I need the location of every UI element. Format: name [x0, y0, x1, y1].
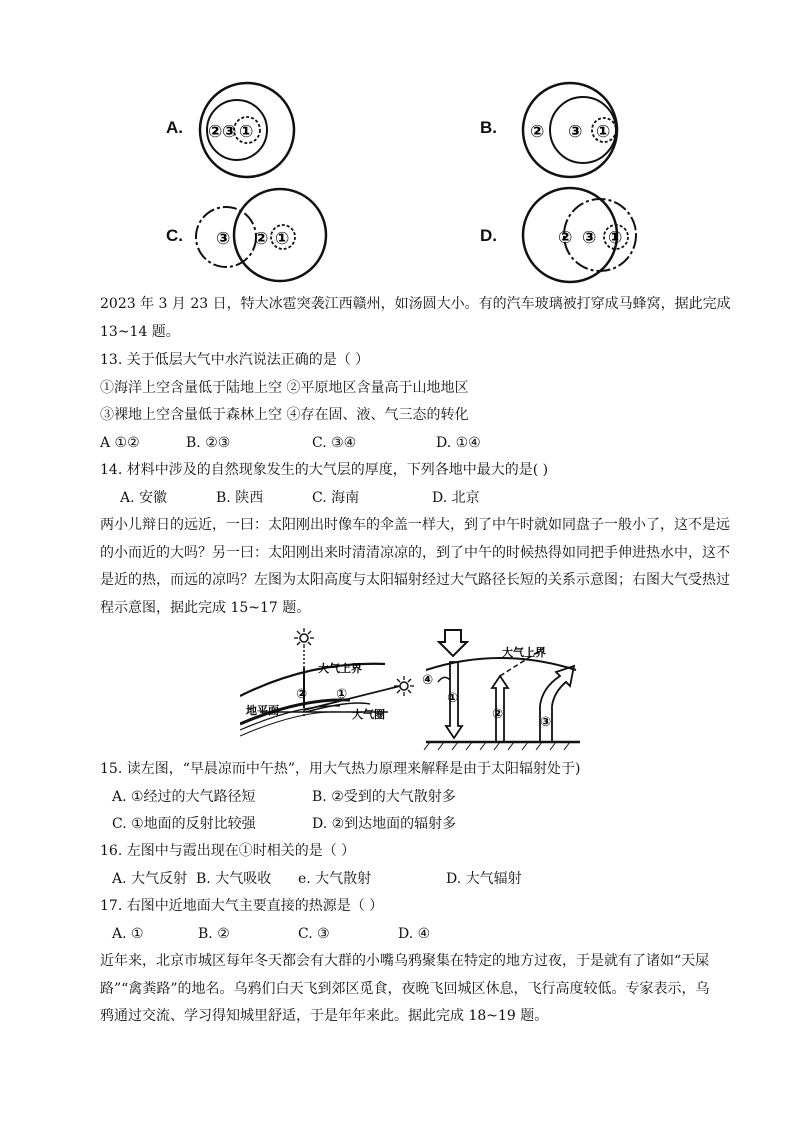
q14-option-d[interactable]: D. 北京: [432, 490, 480, 506]
c-num-3: ③: [216, 229, 231, 249]
q17-stem: 17. 右图中近地面大气主要直接的热源是（ ）: [100, 898, 384, 914]
q15-option-a[interactable]: A. ①经过的大气路径短: [112, 789, 256, 805]
q17-option-d[interactable]: D. ④: [398, 926, 431, 942]
intro-2-line-4: 程示意图，据此完成 15~17 题。: [100, 600, 311, 616]
c-num-2: ②: [254, 229, 269, 249]
option-c-letter: C.: [166, 226, 183, 245]
option-b-circles: [518, 80, 636, 180]
q17-option-b[interactable]: B. ②: [198, 926, 230, 942]
atmosphere-label: 大气圈: [352, 708, 385, 721]
option-a-letter: A.: [166, 118, 183, 137]
q14-option-b[interactable]: B. 陕西: [216, 490, 264, 506]
c-num-1: ①: [275, 229, 290, 249]
q13-option-c[interactable]: C. ③④: [312, 435, 357, 451]
q16-stem: 16. 左图中与霞出现在①时相关的是（ ）: [100, 843, 356, 859]
q15-option-c[interactable]: C. ①地面的反射比较强: [112, 816, 256, 832]
right-num-1: ①: [447, 691, 459, 706]
intro-1-line-2: 13~14 题。: [100, 324, 180, 340]
left-num-2: ②: [296, 687, 308, 702]
right-diagram: [422, 630, 580, 750]
q14-option-a[interactable]: A. 安徽: [120, 490, 168, 506]
q15-option-d[interactable]: D. ②到达地面的辐射多: [312, 816, 457, 832]
option-d-letter: D.: [480, 226, 497, 245]
q16-option-b[interactable]: B. 大气吸收: [196, 871, 272, 887]
left-upper-label: 大气上界: [318, 662, 362, 675]
d-num-2: ②: [558, 228, 573, 248]
q17-option-a[interactable]: A. ①: [112, 926, 144, 942]
b-num-2: ②: [530, 122, 545, 142]
atmosphere-figure: [240, 626, 590, 754]
q14-stem: 14. 材料中涉及的自然现象发生的大气层的厚度，下列各地中最大的是( ): [100, 462, 549, 478]
left-num-1: ①: [336, 687, 348, 702]
q17-option-c[interactable]: C. ③: [298, 926, 330, 942]
a-num-2: ②: [208, 122, 223, 142]
q15-option-b[interactable]: B. ②受到的大气散射多: [312, 789, 456, 805]
sun-low-icon: [394, 676, 414, 696]
a-num-1: ①: [239, 122, 254, 142]
q14-option-c[interactable]: C. 海南: [312, 490, 360, 506]
intro-2-line-1: 两小儿辩日的远近，一曰：太阳刚出时像车的伞盖一样大，到了中午时就如同盘子一般小了，这不是远: [100, 517, 730, 533]
intro-3-line-2: 路”“禽粪路”的地名。乌鸦们白天飞到郊区觅食，夜晚飞回城区休息，飞行高度较低。专家表示，乌: [100, 981, 710, 997]
right-num-3: ③: [540, 715, 552, 730]
intro-2-line-2: 的小而近的大吗？另一曰：太阳刚出来时清清凉凉的，到了中午的时候热得如同把手伸进热水中，这不: [100, 545, 730, 561]
option-a-circles: [192, 80, 302, 180]
q13-option-a[interactable]: A ①②: [100, 435, 140, 451]
intro-3-line-3: 鸦通过交流、学习得知城里舒适，于是年年来此。据此完成 18~19 题。: [100, 1008, 549, 1024]
ground-label: 地平面: [246, 704, 279, 717]
right-num-2: ②: [492, 707, 504, 722]
sun-high-icon: [294, 628, 314, 648]
d-num-1: ①: [608, 228, 623, 248]
right-upper-label: 大气上界: [502, 646, 546, 659]
q16-option-a[interactable]: A. 大气反射: [112, 871, 188, 887]
b-num-3: ③: [568, 122, 583, 142]
option-b-letter: B.: [480, 118, 497, 137]
option-c-circles: [190, 185, 340, 285]
option-d-circles: [518, 185, 648, 285]
left-diagram: [240, 628, 414, 736]
right-num-4: ④: [422, 673, 434, 688]
q16-option-c[interactable]: e. 大气散射: [298, 871, 372, 887]
q13-stem: 13. 关于低层大气中水汽说法正确的是（ ）: [100, 352, 370, 368]
q16-option-d[interactable]: D. 大气辐射: [446, 871, 522, 887]
intro-2-line-3: 是近的热，而远的凉吗？左图为太阳高度与太阳辐射经过大气路径长短的关系示意图；右图大气受热过: [100, 572, 730, 588]
q13-option-b[interactable]: B. ②③: [186, 435, 231, 451]
b-num-1: ①: [596, 122, 611, 142]
q15-stem: 15. 读左图，“早晨凉而中午热”，用大气热力原理来解释是由于太阳辐射处于): [100, 761, 581, 777]
q13-statement-2: ③裸地上空含量低于森林上空 ④存在固、液、气三态的转化: [100, 407, 469, 423]
q13-option-d[interactable]: D. ①④: [436, 435, 481, 451]
q13-statement-1: ①海洋上空含量低于陆地上空 ②平原地区含量高于山地地区: [100, 380, 469, 396]
d-num-3: ③: [582, 228, 597, 248]
a-num-3: ③: [222, 122, 237, 142]
intro-3-line-1: 近年来，北京市城区每年冬天都会有大群的小嘴乌鸦聚集在特定的地方过夜，于是就有了诸如“天屎: [100, 953, 710, 969]
intro-1-line-1: 2023 年 3 月 23 日，特大冰雹突袭江西赣州，如汤圆大小。有的汽车玻璃被打穿成马蜂窝，据此完成: [100, 296, 731, 312]
